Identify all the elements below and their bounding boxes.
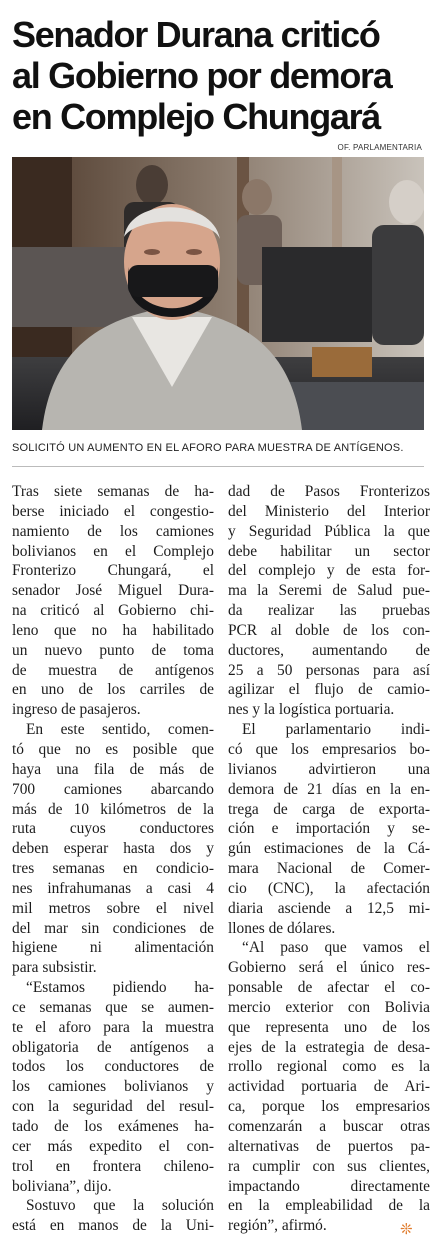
text-line: obligatoria de antígenos a	[12, 1038, 214, 1056]
text-line: del mar sin condiciones de	[12, 919, 214, 937]
text-line: berse iniciado el congestio-	[12, 502, 214, 520]
text-line: gún estimaciones de la Cá-	[228, 840, 430, 858]
headline-line: al Gobierno por demora	[12, 55, 392, 96]
text-line: “Estamos pidiendo ha-	[26, 979, 214, 997]
text-line: mil metros sobre el nivel	[12, 899, 214, 917]
text-line: llones de dólares.	[228, 919, 336, 937]
headline-line: en Complejo Chungará	[12, 96, 381, 137]
text-line: te el aforo para la muestra	[12, 1018, 214, 1036]
text-line: del complejo y de esta for-	[228, 562, 430, 580]
text-line: demora de 21 días en la en-	[228, 780, 430, 798]
text-line: todos los conductores de	[12, 1058, 214, 1076]
article-photo	[12, 157, 424, 430]
text-line: na criticó al Gobierno chi-	[12, 602, 214, 620]
text-line: tó que no es posible que	[12, 740, 214, 758]
text-line: 25 a 50 personas para así	[228, 661, 430, 679]
text-line: Sostuvo que la solución	[26, 1197, 214, 1215]
text-line: Fronterizo Chungará, el	[12, 562, 214, 580]
text-line: 700 camiones abarcando	[12, 780, 214, 798]
text-line: cio (CNC), la afectación	[228, 879, 430, 897]
text-line: mara Nacional de Comer-	[228, 860, 430, 878]
text-line: con la seguridad del resul-	[12, 1098, 214, 1116]
text-line: ejes de la estrategia de desa-	[228, 1038, 430, 1056]
text-line: del Ministerio del Interior	[228, 502, 430, 520]
end-of-article-icon: ❊	[400, 1220, 413, 1238]
text-line: región”, afirmó.	[228, 1217, 327, 1235]
text-line: cer más expedito el con-	[12, 1137, 214, 1155]
text-line: está en manos de la Uni-	[12, 1217, 214, 1235]
text-line: senador José Miguel Dura-	[12, 582, 214, 600]
text-line: para subsistir.	[12, 959, 97, 977]
text-line: ponsable de afectar el co-	[228, 979, 430, 997]
photo-caption: SOLICITÓ UN AUMENTO EN EL AFORO PARA MUESTRA DE ANTÍGENOS.	[12, 442, 404, 454]
text-line: ción e importación y se-	[228, 820, 430, 838]
text-line: trol en frontera chileno-	[12, 1157, 214, 1175]
text-line: ruta cuyos conductores	[12, 820, 214, 838]
text-line: ce semanas que se aumen-	[12, 998, 214, 1016]
text-line: ductores, aumentando de	[228, 641, 430, 659]
divider	[12, 466, 424, 467]
text-line: en uno de los carriles de	[12, 681, 214, 699]
text-line: leno que no ha habilitado	[12, 621, 214, 639]
text-line: debe habilitar un sector	[228, 542, 430, 560]
article-column-right	[228, 482, 430, 1236]
text-line: que representa uno de los	[228, 1018, 430, 1036]
text-line: los camiones bolivianos y	[12, 1078, 214, 1096]
text-line: namiento de los camiones	[12, 522, 214, 540]
photo-illustration	[12, 157, 424, 430]
text-line: comenzarán a buscar otras	[228, 1118, 430, 1135]
text-line: En este sentido, comen-	[26, 721, 214, 739]
text-line: ingreso de pasajeros.	[12, 701, 141, 719]
photo-credit: OF. PARLAMENTARIA	[337, 143, 422, 152]
text-line: y Seguridad Pública la que	[228, 522, 430, 540]
text-line: impactando directamente	[228, 1177, 430, 1195]
text-line: deben esperar hasta dos y	[12, 840, 214, 858]
text-line: un nuevo punto de toma	[12, 641, 214, 659]
text-line: rrollo regional como es la	[228, 1058, 430, 1076]
text-line: haya una fila de más de	[12, 760, 214, 778]
headline	[12, 14, 426, 137]
text-line: ra cumplir con sus clientes,	[228, 1157, 430, 1175]
text-line: tres semanas en condicio-	[12, 860, 214, 878]
text-line: ca, porque los empresarios	[228, 1098, 430, 1116]
text-line: PCR al doble de los con-	[228, 621, 430, 639]
text-line: agilizar el flujo de camio-	[228, 681, 430, 699]
text-line: boliviana”, dijo.	[12, 1177, 112, 1195]
text-line: livianos advirtieron una	[228, 760, 430, 778]
text-line: nes y la logística portuaria.	[228, 701, 395, 719]
text-line: ma la Seremi de Salud pue-	[228, 582, 430, 600]
text-line: higiene ni alimentación	[12, 939, 214, 957]
text-line: alternativas de puertos pa-	[228, 1137, 430, 1155]
text-line: Tras siete semanas de ha-	[12, 483, 214, 500]
text-line: dad de Pasos Fronterizos	[228, 483, 430, 500]
text-line: da realizar las pruebas	[228, 602, 430, 620]
text-line: actividad portuaria de Ari-	[228, 1078, 430, 1096]
text-line: El parlamentario indi-	[242, 721, 430, 739]
text-line: tado de los exámenes ha-	[12, 1118, 214, 1135]
text-line: trega de carga de exporta-	[228, 800, 430, 818]
text-line: có que los empresarios bo-	[228, 740, 430, 758]
text-line: diaria asciende a 12,5 mi-	[228, 899, 430, 917]
text-line: “Al paso que vamos el	[242, 939, 430, 957]
text-line: Gobierno será el único res-	[228, 959, 430, 977]
article-column-left	[12, 482, 214, 1236]
headline-line: Senador Durana criticó	[12, 14, 380, 55]
text-line: nes infrahumanas a casi 4	[12, 879, 214, 897]
text-line: de muestra de antígenos	[12, 661, 214, 679]
text-line: más de 10 kilómetros de la	[12, 800, 214, 818]
text-line: mercio exterior con Bolivia	[228, 998, 430, 1016]
text-line: en la empleabilidad de la	[228, 1197, 430, 1215]
text-line: bolivianos en el Complejo	[12, 542, 214, 560]
